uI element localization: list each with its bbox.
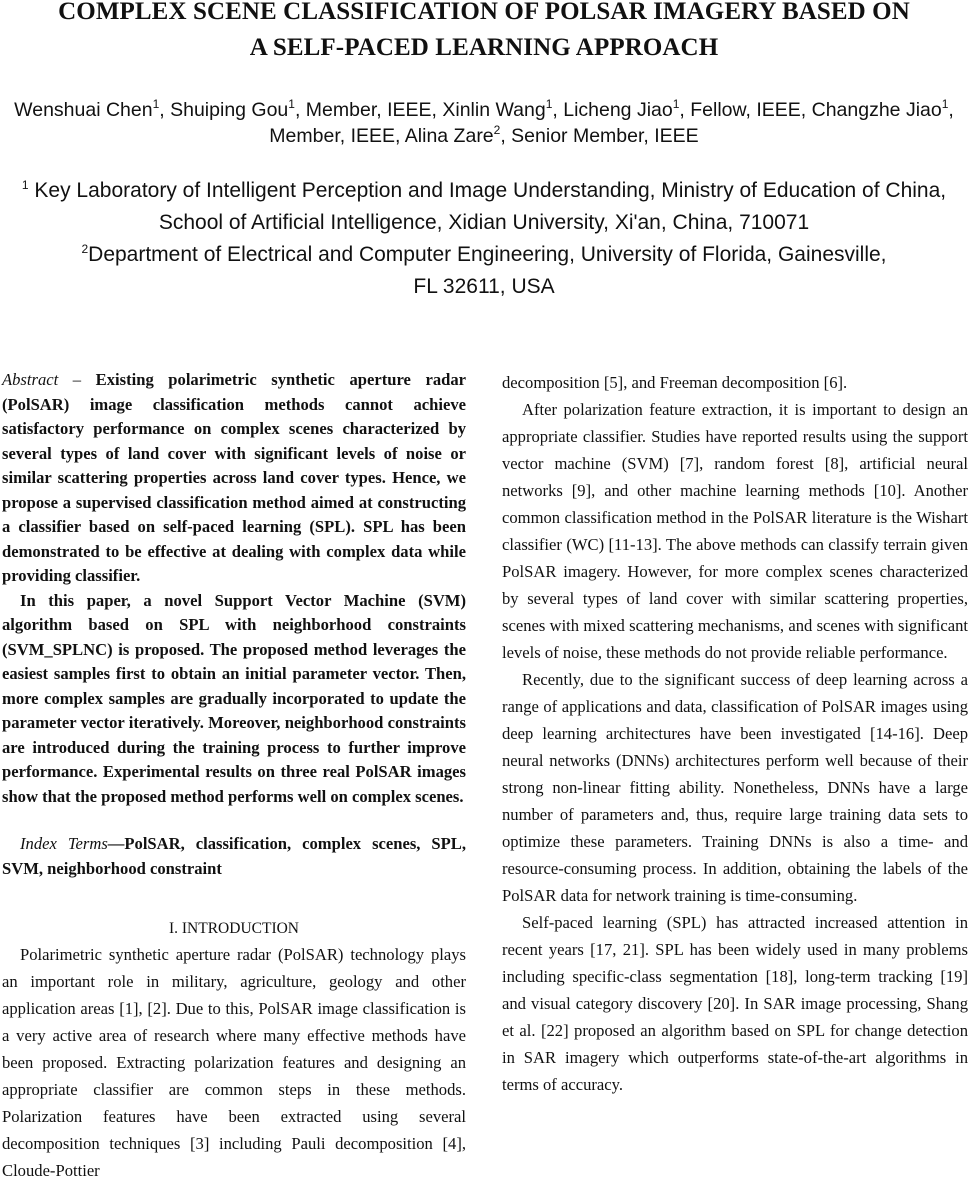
affiliation-2 <box>0 239 968 271</box>
intro-paragraph-3: Recently, due to the significant success of deep learning across a range of applications and data, classification of PolSAR images using deep learning architectures have been investigated [14-16]. Deep neural networks (DNNs) architectures perform well because of their strong non-linear fitting ability. Nonetheless, DNNs have a large number of parameters and, thus, require large training data sets to optimize these parameters. Training DNNs is also a time- and resource-consuming process. In addition, obtaining the labels of the PolSAR data for network training is time-consuming. <box>502 670 968 905</box>
index-terms <box>2 832 466 881</box>
author-affil-mark: 1 <box>545 97 553 111</box>
intro-paragraph-1: Polarimetric synthetic aperture radar (PolSAR) technology plays an important role in military, agriculture, geology and other application areas [1], [2]. Due to this, PolSAR image classification is a very active area of research where many effective methods have been proposed. Extracting polarization features and designing an appropriate classifier are common steps in these methods. Polarization features have been extracted using several decomposition techniques [3] including Pauli decomposition [4], Cloude-Pottier <box>2 945 466 1180</box>
spacer <box>2 881 466 917</box>
affil-text: Key Laboratory of Intelligent Perception and Image Understanding, Ministry of Education of China, <box>28 179 947 202</box>
title-line-1: COMPLEX SCENE CLASSIFICATION OF POLSAR IMAGERY BASED ON <box>58 0 910 25</box>
paper-title <box>0 0 968 66</box>
author-list <box>10 97 958 149</box>
affiliation-2-cont: FL 32611, USA <box>413 275 555 298</box>
index-terms-label: Index Terms <box>20 834 108 853</box>
index-terms-text: —PolSAR, classification, complex scenes, SPL, SVM, neighborhood constraint <box>2 834 467 878</box>
spacer <box>2 809 466 832</box>
author-suffix: , Member, IEEE, <box>269 99 954 147</box>
author-name: Licheng Jiao <box>563 99 673 121</box>
intro-paragraph-4: Self-paced learning (SPL) has attracted increased attention in recent years [17, 21]. SPL has been widely used in many problems including specific-class segmentation [18], long-term tracking [19] and visual category discovery [20]. In SAR image processing, Shang et al. [22] proposed an algorithm based on SPL for change detection in SAR imagery which outperforms state-of-the-art algorithms in terms of accuracy. <box>502 913 968 1094</box>
intro-paragraph-2: After polarization feature extraction, it is important to design an appropriate classifier. Studies have reported results using the support vector machine (SVM) [7], random forest [8], artificial neural networks [9], and other machine learning methods [10]. Another common classification method in the PolSAR literature is the Wishart classifier (WC) [11-13]. The above methods can classify terrain given PolSAR imagery. However, for more complex scenes characterized by several types of land cover with similar scattering properties, scenes with mixed scattering mechanisms, and scenes with significant levels of noise, these methods do not provide reliable performance. <box>502 400 968 662</box>
abstract-dash: – <box>58 370 96 389</box>
author-name: Xinlin Wang <box>442 99 546 121</box>
affil-text: Department of Electrical and Computer Engineering, University of Florida, Gainesville, <box>88 243 887 266</box>
abstract-label: Abstract <box>2 370 59 389</box>
affil-mark: 1 <box>21 178 29 192</box>
author-affil-mark: 1 <box>672 97 680 111</box>
section-heading: I. INTRODUCTION <box>168 920 299 937</box>
author-affil-mark: 1 <box>288 97 295 111</box>
left-column <box>2 368 466 1184</box>
author-name: Shuiping Gou <box>170 99 289 121</box>
title-line-2: A SELF-PACED LEARNING APPROACH <box>249 34 719 61</box>
author-name: Changzhe Jiao <box>811 99 942 121</box>
author-suffix: , <box>159 99 171 121</box>
intro-paragraph-1-cont: decomposition [5], and Freeman decomposition [6]. <box>502 373 848 392</box>
affil-mark: 2 <box>81 242 89 256</box>
affiliation-1-cont: School of Artificial Intelligence, Xidian University, Xi'an, China, 710071 <box>158 211 810 234</box>
author-affil-mark: 2 <box>493 123 501 137</box>
abstract-paragraph-1 <box>2 368 466 589</box>
abstract-paragraph-2: In this paper, a novel Support Vector Machine (SVM) algorithm based on SPL with neighborhood constraints (SVM_SPLNC) is proposed. The proposed method leverages the easiest samples first to obtain an initial parameter vector. Then, more complex samples are gradually incorporated to update the parameter vector iteratively. Moreover, neighborhood constraints are introduced during the training process to further improve performance. Experimental results on three real PolSAR images show that the proposed method performs well on complex scenes. <box>2 590 466 806</box>
abstract-text-1: Existing polarimetric synthetic aperture radar (PolSAR) image classification methods cannot achieve satisfactory performance on complex scenes characterized by several types of land cover with significant levels of noise or similar scattering properties across land cover types. Hence, we propose a supervised classification method aimed at constructing a classifier based on self-paced learning (SPL). SPL has been demonstrated to be effective at dealing with complex data while providing classifier. <box>2 370 467 585</box>
author-suffix: , Fellow, IEEE, <box>679 99 812 121</box>
affiliation-1 <box>0 175 968 207</box>
author-name: Wenshuai Chen <box>14 99 153 121</box>
author-affil-mark: 1 <box>152 97 160 111</box>
right-column <box>502 369 968 1098</box>
author-affil-mark: 1 <box>941 97 949 111</box>
affiliations <box>0 175 968 303</box>
author-suffix: , Member, IEEE, <box>294 99 443 121</box>
author-suffix: , Senior Member, IEEE <box>500 125 699 147</box>
author-suffix: , <box>552 99 564 121</box>
author-name: Alina Zare <box>404 125 494 147</box>
